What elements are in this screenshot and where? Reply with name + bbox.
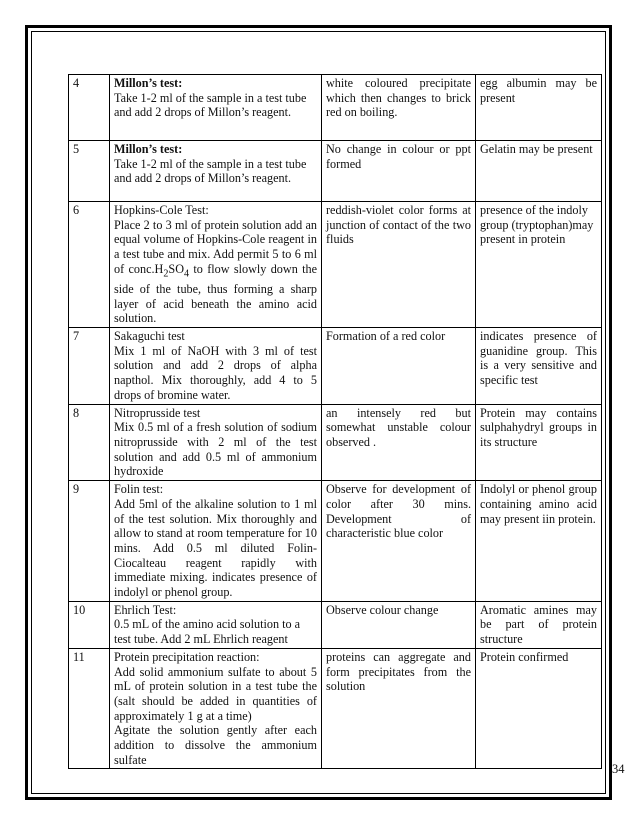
procedure-text: Mix 0.5 ml of a fresh solution of sodium nitroprusside with 2 ml of the test solution and add 0.5 ml of ammonium hydroxide (114, 420, 317, 479)
procedure-text: Add 5ml of the alkaline solution to 1 ml of the test solution. Mix thoroughly and allow to stand at room temperature for 10 mins. Add 0.5 ml diluted Folin-Ciocalteau reagent rapidly with immediate mixing. indicates presence of indolyl or phenol group. (114, 496, 317, 600)
table-row (69, 481, 602, 602)
procedure-cell (110, 202, 322, 328)
subscript: 2 (163, 268, 169, 280)
procedure-text: Add solid ammonium sulfate to about 5 mL of protein solution in a test tube the (salt should be added in quantities of approximately 1 g at a time) (114, 664, 317, 723)
procedure-cell (110, 141, 322, 202)
inference-cell: Protein may contains sulphahydryl groups in its structure (476, 404, 602, 481)
procedure-cell (110, 328, 322, 405)
inference-cell: indicates presence of guanidine group. This is a very sensitive and specific test (476, 328, 602, 405)
table-row (69, 601, 602, 648)
observation-cell: Observe colour change (322, 601, 476, 648)
test-name: Ehrlich Test: (114, 602, 177, 617)
observation-cell: reddish-violet color forms at junction of contact of the two fluids (322, 202, 476, 328)
row-number: 10 (69, 601, 110, 648)
procedure-text-part: to flow slowly down the side of the tube, thus forming a sharp layer of acid beneath the amino acid solution. (114, 261, 318, 326)
row-number: 4 (69, 75, 110, 141)
row-number: 5 (69, 141, 110, 202)
test-name: Millon’s test: (114, 142, 183, 156)
procedure-text (114, 218, 317, 326)
observation-cell: white coloured precipitate which then changes to brick red on boiling. (322, 75, 476, 141)
procedure-cell (110, 648, 322, 769)
inference-cell: Protein confirmed (476, 648, 602, 769)
subscript: 4 (184, 268, 190, 280)
procedure-cell (110, 404, 322, 481)
inference-cell: Indolyl or phenol group containing amino acid may present iin protein. (476, 481, 602, 602)
procedure-cell (110, 75, 322, 141)
table-row (69, 141, 602, 202)
procedure-text: 0.5 mL of the amino acid solution to a test tube. Add 2 mL Ehrlich reagent (114, 617, 301, 647)
row-number: 8 (69, 404, 110, 481)
procedure-cell (110, 601, 322, 648)
row-number: 7 (69, 328, 110, 405)
observation-cell: Formation of a red color (322, 328, 476, 405)
test-name: Folin test: (114, 482, 164, 497)
table-row (69, 648, 602, 769)
observation-cell: No change in colour or ppt formed (322, 141, 476, 202)
inference-cell: egg albumin may be present (476, 75, 602, 141)
procedure-text-extra: Agitate the solution gently after each addition to dissolve the ammonium sulfate (114, 723, 317, 767)
test-name: Millon’s test: (114, 76, 183, 90)
test-name: Nitroprusside test (114, 405, 201, 420)
procedure-text: Take 1-2 ml of the sample in a test tube and add 2 drops of Millon’s reagent. (114, 90, 307, 120)
procedure-text: Mix 1 ml of NaOH with 3 ml of test solution and add 2 drops of alpha napthol. Mix thoroughly, add 4 to 5 drops of bromine water. (114, 343, 317, 402)
observation-cell: Observe for development of color after 30 mins. Development of characteristic blue color (322, 481, 476, 602)
test-name: Sakaguchi test (114, 329, 185, 344)
procedure-text-part: Place 2 to 3 ml of protein solution add an equal volume of Hopkins-Cole reagent in a test tube and mix. Add permit 5 to 6 ml of conc.H (114, 217, 317, 276)
row-number: 9 (69, 481, 110, 602)
procedure-text: Take 1-2 ml of the sample in a test tube and add 2 drops of Millon’s reagent. (114, 156, 307, 186)
test-name: Protein precipitation reaction: (114, 649, 260, 664)
row-number: 11 (69, 648, 110, 769)
table-row (69, 202, 602, 328)
inference-cell: Gelatin may be present (476, 141, 602, 202)
table-row (69, 328, 602, 405)
table-row (69, 404, 602, 481)
page-number: 34 (612, 762, 625, 776)
observation-cell: an intensely red but somewhat unstable colour observed . (322, 404, 476, 481)
procedure-text-part: SO (168, 261, 185, 276)
test-name: Hopkins-Cole Test: (114, 203, 209, 217)
table-row (69, 75, 602, 141)
observation-cell: proteins can aggregate and form precipitates from the solution (322, 648, 476, 769)
inference-cell: Aromatic amines may be part of protein structure (476, 601, 602, 648)
procedure-cell (110, 481, 322, 602)
protein-tests-table (68, 74, 602, 769)
inference-cell: presence of the indoly group (tryptophan)may present in protein (476, 202, 602, 328)
row-number: 6 (69, 202, 110, 328)
